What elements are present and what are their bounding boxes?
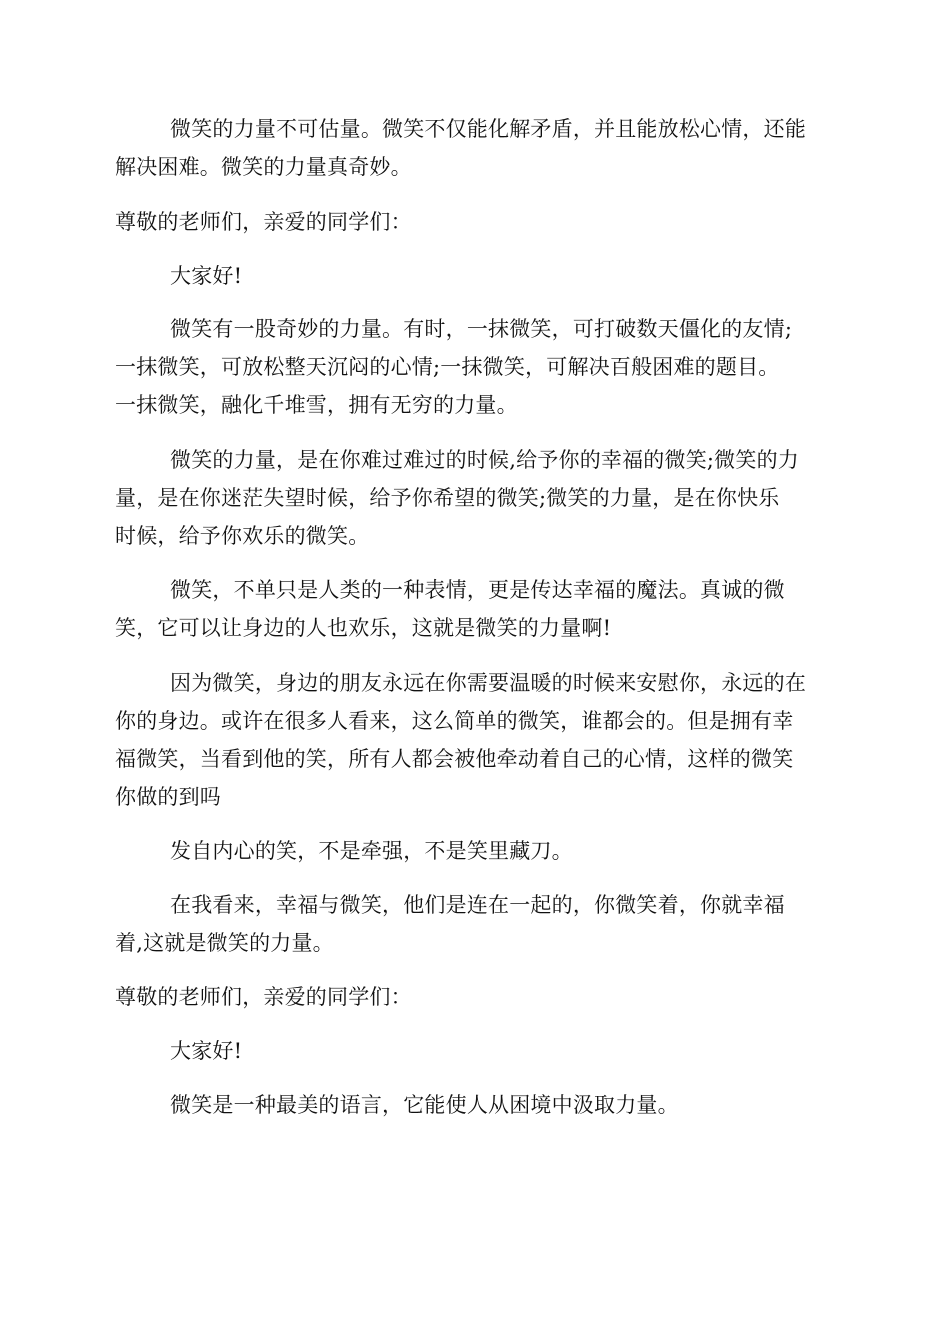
paragraph-2	[115, 203, 833, 241]
text-line: 一抹微笑，融化千堆雪，拥有无穷的力量。	[115, 393, 518, 417]
paragraph-8	[115, 832, 833, 870]
paragraph-9	[115, 886, 833, 962]
paragraph-7	[115, 664, 833, 816]
text-line: 微笑，不单只是人类的一种表情，更是传达幸福的魔法。真诚的微	[115, 578, 785, 602]
paragraph-12	[115, 1086, 833, 1124]
text-line: 大家好!	[115, 1039, 243, 1063]
paragraph-11	[115, 1032, 833, 1070]
paragraph-1	[115, 110, 833, 186]
paragraph-4	[115, 310, 833, 424]
text-line: 发自内心的笑，不是牵强，不是笑里藏刀。	[115, 839, 573, 863]
text-line: 在我看来，幸福与微笑，他们是连在一起的，你微笑着，你就幸福	[115, 893, 785, 917]
text-line: 时候，给予你欢乐的微笑。	[115, 524, 370, 548]
paragraph-5	[115, 441, 833, 555]
text-line: 尊敬的老师们，亲爱的同学们：	[115, 210, 412, 234]
paragraph-3	[115, 257, 833, 295]
paragraph-6	[115, 571, 833, 647]
paragraph-10	[115, 978, 833, 1016]
text-line: 因为微笑，身边的朋友永远在你需要温暖的时候来安慰你，永远的在	[115, 671, 807, 695]
text-line: 微笑的力量，是在你难过难过的时候,给予你的幸福的微笑;微笑的力	[115, 448, 799, 472]
text-line: 你做的到吗	[115, 785, 221, 809]
text-line: 着,这就是微笑的力量。	[115, 931, 334, 955]
text-line: 解决困难。微笑的力量真奇妙。	[115, 155, 412, 179]
text-line: 大家好!	[115, 264, 243, 288]
text-line: 微笑是一种最美的语言，它能使人从困境中汲取力量。	[115, 1093, 679, 1117]
text-line: 福微笑，当看到他的笑，所有人都会被他牵动着自己的心情，这样的微笑	[115, 747, 794, 771]
text-line: 微笑的力量不可估量。微笑不仅能化解矛盾，并且能放松心情，还能	[115, 117, 807, 141]
text-line: 微笑有一股奇妙的力量。有时，一抹微笑，可打破数天僵化的友情;	[115, 317, 793, 341]
text-line: 笑，它可以让身边的人也欢乐，这就是微笑的力量啊!	[115, 616, 612, 640]
text-line: 一抹微笑，可放松整天沉闷的心情;一抹微笑，可解决百般困难的题目。	[115, 355, 780, 379]
text-line: 尊敬的老师们，亲爱的同学们：	[115, 985, 412, 1009]
text-line: 量，是在你迷茫失望时候，给予你希望的微笑;微笑的力量，是在你快乐	[115, 486, 780, 510]
text-line: 你的身边。或许在很多人看来，这么简单的微笑，谁都会的。但是拥有幸	[115, 709, 794, 733]
